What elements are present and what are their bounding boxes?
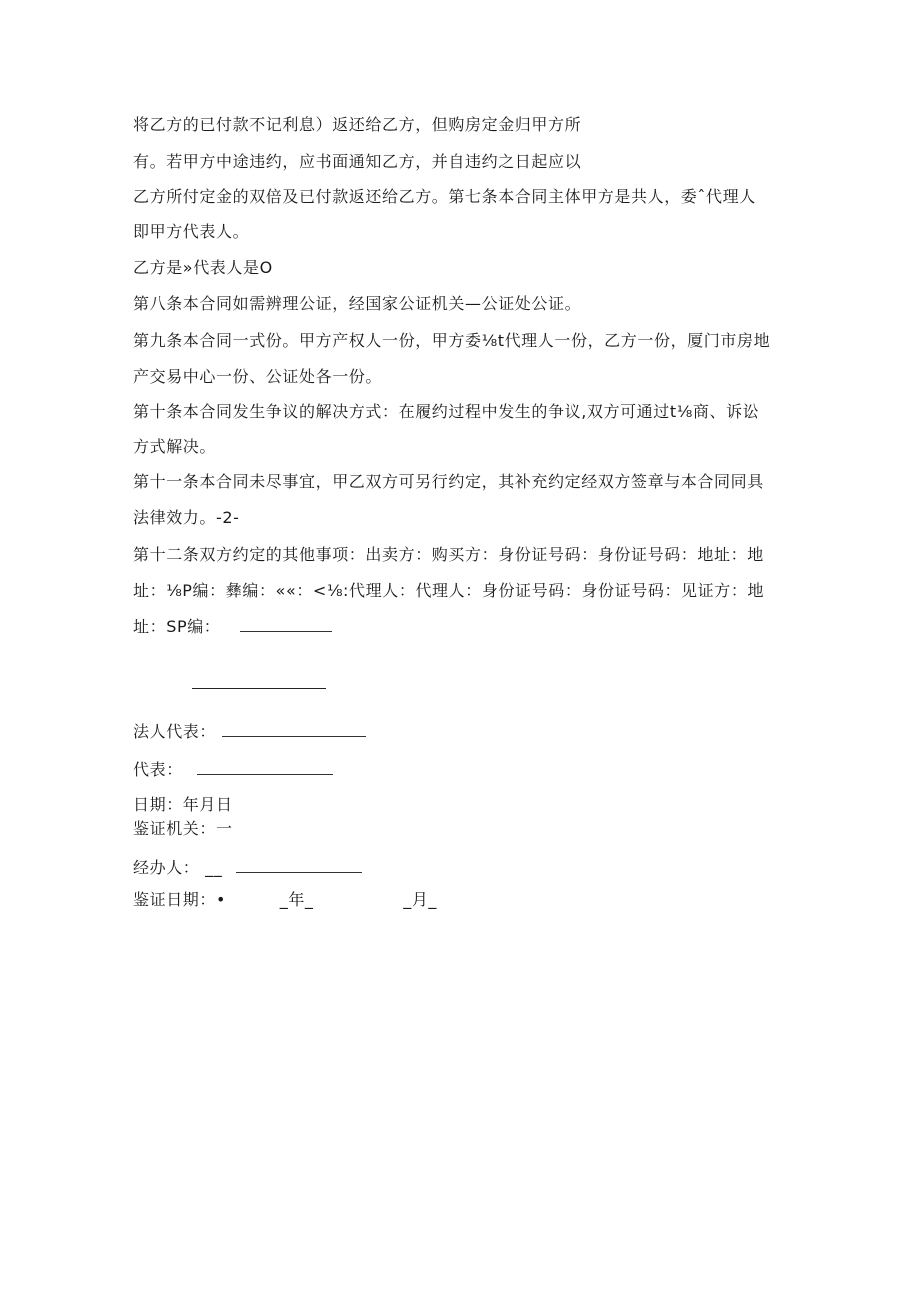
postcode-line <box>133 617 332 637</box>
text-line-3: 乙方所付定金的双倍及已付款返还给乙方。第七条本合同主体甲方是共人，委ˆ代理人 <box>133 187 756 206</box>
rep-line <box>133 760 333 780</box>
article-10-line-1: 第十条本合同发生争议的解决方式：在履约过程中发生的争议,双方可通过t⅛商、诉讼 <box>133 402 760 421</box>
notary-date-line <box>133 890 437 910</box>
handler-prefix: __ <box>205 858 223 877</box>
article-11-line-1: 第十一条本合同未尽事宜，甲乙双方可另行约定，其补充约定经双方签章与本合同同具 <box>133 472 764 491</box>
text-line-2: 有。若甲方中途违约，应书面通知乙方，并自违约之日起应以 <box>133 152 582 171</box>
article-9-line-2: 产交易中心一份、公证处各一份。 <box>133 367 383 386</box>
handler-blank <box>236 858 362 873</box>
handler-label: 经办人： <box>133 858 200 877</box>
article-11-line-2: 法律效力。-2- <box>133 508 240 527</box>
notary-date-label: 鉴证日期：• <box>133 890 227 909</box>
article-12-line-2: 址：⅛P编：彝编：««：<⅛:代理人：代理人：身份证号码：身份证号码：见证方：地 <box>133 581 765 600</box>
article-8: 第八条本合同如需辨理公证，经国家公证机关—公证处公证。 <box>133 294 582 313</box>
text-line-1: 将乙方的已付款不记利息）返还给乙方，但购房定金归甲方所 <box>133 115 582 134</box>
article-12-line-1: 第十二条双方约定的其他事项：出卖方：购买方：身份证号码：身份证号码：地址：地 <box>133 545 764 564</box>
handler-line <box>133 858 362 878</box>
month-field: _月_ <box>403 890 438 909</box>
legal-rep-blank <box>222 722 366 737</box>
article-9-line-1: 第九条本合同一式份。甲方产权人一份，甲方委⅛t代理人一份，乙方一份，厦门市房地 <box>133 331 771 350</box>
legal-rep-line <box>133 722 366 742</box>
rep-blank <box>197 760 333 775</box>
rep-label: 代表： <box>133 760 183 779</box>
text-line-5: 乙方是»代表人是O <box>133 258 273 277</box>
article-10-line-2: 方式解决。 <box>133 437 217 456</box>
year-field: _年_ <box>279 890 314 909</box>
legal-rep-label: 法人代表： <box>133 722 217 741</box>
notary-line: 鉴证机关：一 <box>133 819 233 838</box>
postcode-label: 址：SP编： <box>133 617 221 636</box>
date-line: 日期：年月日 <box>133 795 233 814</box>
postcode-blank <box>240 617 332 632</box>
text-line-4: 即甲方代表人。 <box>133 222 250 241</box>
signature-rule <box>192 688 326 689</box>
